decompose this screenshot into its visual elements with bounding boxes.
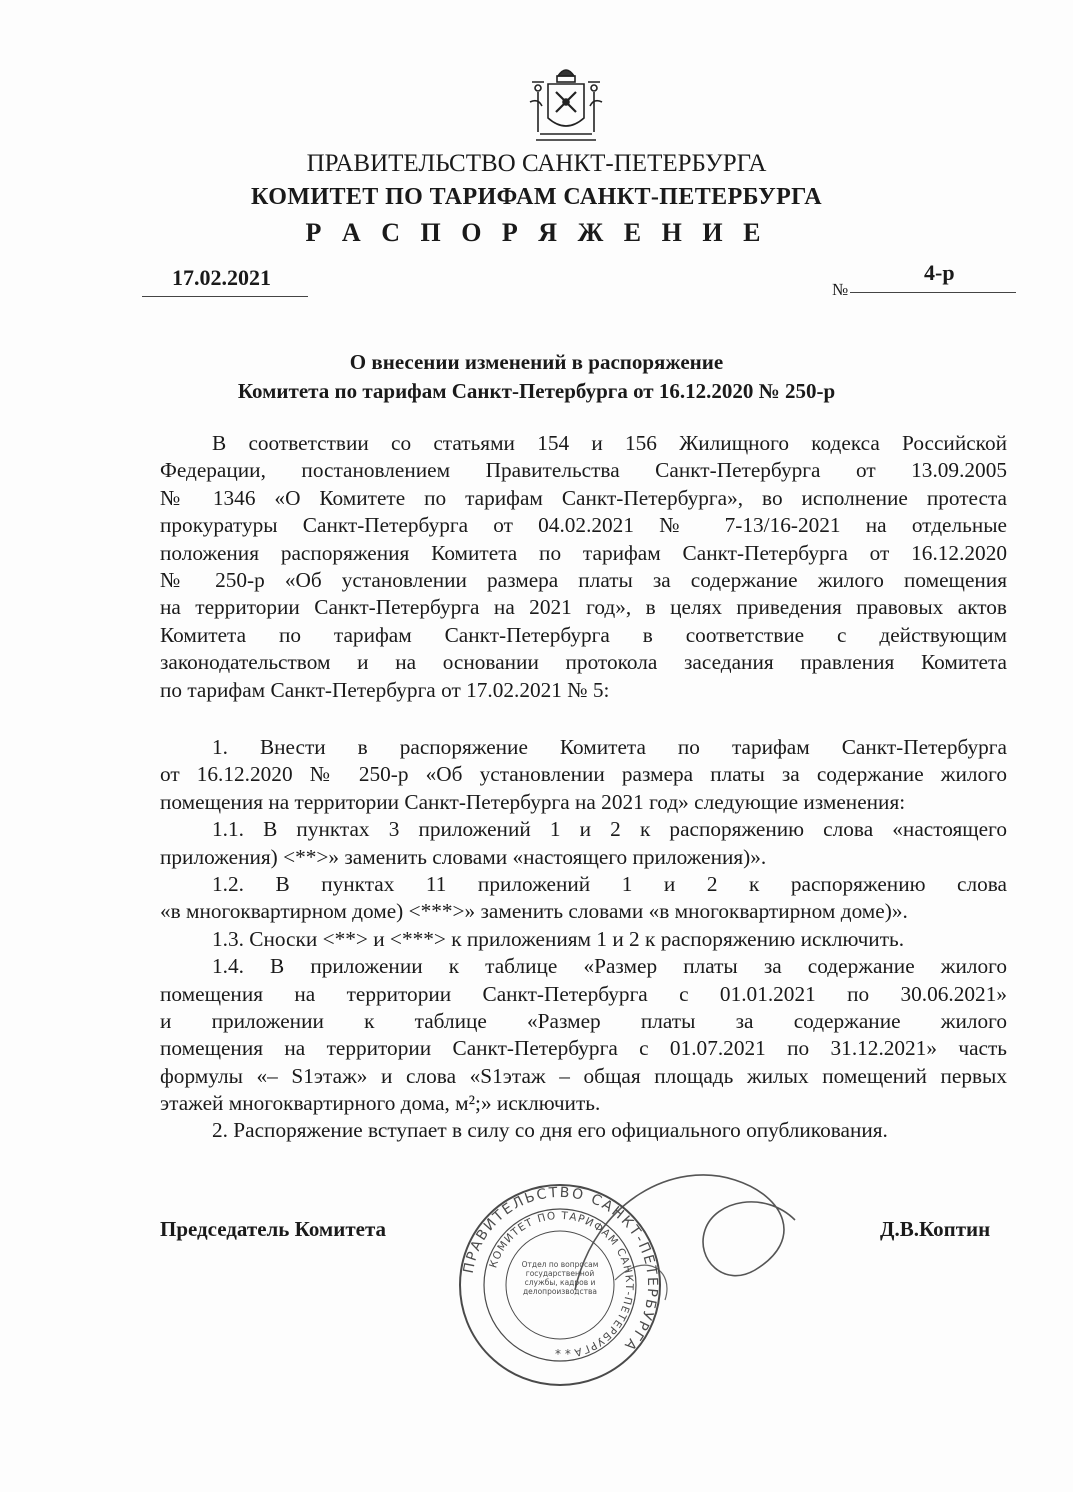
item-line: приложения) <**>» заменить словами «настоящего приложения)».	[160, 844, 767, 869]
stamp-outer-text: ПРАВИТЕЛЬСТВО САНКТ-ПЕТЕРБУРГА	[460, 1184, 661, 1355]
item-line: формулы «– S1этаж» и слова «S1этаж – общая площадь жилых помещений первых	[160, 1063, 1007, 1088]
committee-name: КОМИТЕТ ПО ТАРИФАМ САНКТ-ПЕТЕРБУРГА	[251, 184, 822, 210]
item-line: 1.4. В приложении к таблице «Размер платы за содержание жилого	[212, 954, 1007, 979]
government-name: ПРАВИТЕЛЬСТВО САНКТ-ПЕТЕРБУРГА	[306, 150, 767, 177]
stamp-inner-text: КОМИТЕТ ПО ТАРИФАМ САНКТ-ПЕТЕРБУРГА	[487, 1209, 636, 1359]
preamble-line: положения распоряжения Комитета по тарифам Санкт-Петербурга от 16.12.2020	[160, 540, 1007, 565]
item-line: 2. Распоряжение вступает в силу со дня его официального опубликования.	[212, 1118, 888, 1143]
item-line: 1.2. В пунктах 11 приложений 1 и 2 к распоряжению слова	[212, 871, 1007, 896]
item-line: этажей многоквартирного дома, м²;» исключить.	[160, 1091, 601, 1116]
signatory-name: Д.В.Коптин	[880, 1217, 991, 1241]
date-underline	[142, 296, 308, 297]
document-date: 17.02.2021	[172, 265, 271, 290]
preamble-line: законодательством и на основании протокола заседания правления Комитета	[160, 650, 1007, 675]
document-type: Р А С П О Р Я Ж Е Н И Е	[305, 218, 768, 247]
title-line-2: Комитета по тарифам Санкт-Петербурга от 16.12.2020 № 250-р	[237, 379, 836, 403]
item-line: от 16.12.2020 № 250-р «Об установлении размера платы за содержание жилого	[160, 762, 1007, 787]
item-line: 1.3. Сноски <**> и <***> к приложениям 1 и 2 к распоряжению исключить.	[212, 926, 905, 951]
stamp-center-text: Отдел по вопросам государственной службы, кадров и делопроизводства	[521, 1260, 599, 1296]
st-petersburg-coat-of-arms-icon	[518, 62, 614, 150]
preamble-line: на территории Санкт-Петербурга на 2021 год», в целях приведения правовых актов	[160, 595, 1007, 620]
stamp-stars-icon: * *	[555, 1347, 571, 1361]
official-stamp	[455, 1180, 665, 1390]
document-number: 4-р	[924, 260, 955, 285]
preamble-paragraph	[160, 430, 1007, 704]
item-line: 1.1. В пунктах 3 приложений 1 и 2 к распоряжению слова «настоящего	[212, 817, 1007, 842]
preamble-line: Комитета по тарифам Санкт-Петербурга в соответствие с действующим	[160, 622, 1007, 647]
preamble-line: прокуратуры Санкт-Петербурга от 04.02.2021 № 7-13/16-2021 на отдельные	[160, 513, 1007, 538]
document-title	[0, 348, 1073, 406]
item-line: 1. Внести в распоряжение Комитета по тарифам Санкт-Петербурга	[212, 735, 1007, 759]
preamble-line: № 1346 «О Комитете по тарифам Санкт-Петербурга», во исполнение протеста	[160, 485, 1007, 510]
number-underline	[850, 292, 1016, 293]
title-line-1: О внесении изменений в распоряжение	[349, 350, 724, 374]
order-items	[160, 734, 1007, 1145]
preamble-line: Федерации, постановлением Правительства Санкт-Петербурга от 13.09.2005	[160, 458, 1007, 483]
item-line: помещения на территории Санкт-Петербурга на 2021 год» следующие изменения:	[160, 789, 906, 814]
item-line: помещения на территории Санкт-Петербурга с 01.07.2021 по 31.12.2021» часть	[160, 1036, 1007, 1061]
item-line: «в многоквартирном доме) <***>» заменить словами «в многоквартирном доме)».	[160, 899, 908, 924]
preamble-line: № 250-р «Об установлении размера платы за содержание жилого помещения	[160, 567, 1007, 592]
preamble-line: по тарифам Санкт-Петербурга от 17.02.2021 № 5:	[160, 677, 610, 702]
item-line: и приложении к таблице «Размер платы за содержание жилого	[160, 1008, 1007, 1033]
number-sign: №	[832, 280, 849, 299]
item-line: помещения на территории Санкт-Петербурга с 01.01.2021 по 30.06.2021»	[160, 981, 1007, 1006]
signatory-position: Председатель Комитета	[160, 1217, 387, 1241]
preamble-line: В соответствии со статьями 154 и 156 Жилищного кодекса Российской	[212, 431, 1007, 455]
